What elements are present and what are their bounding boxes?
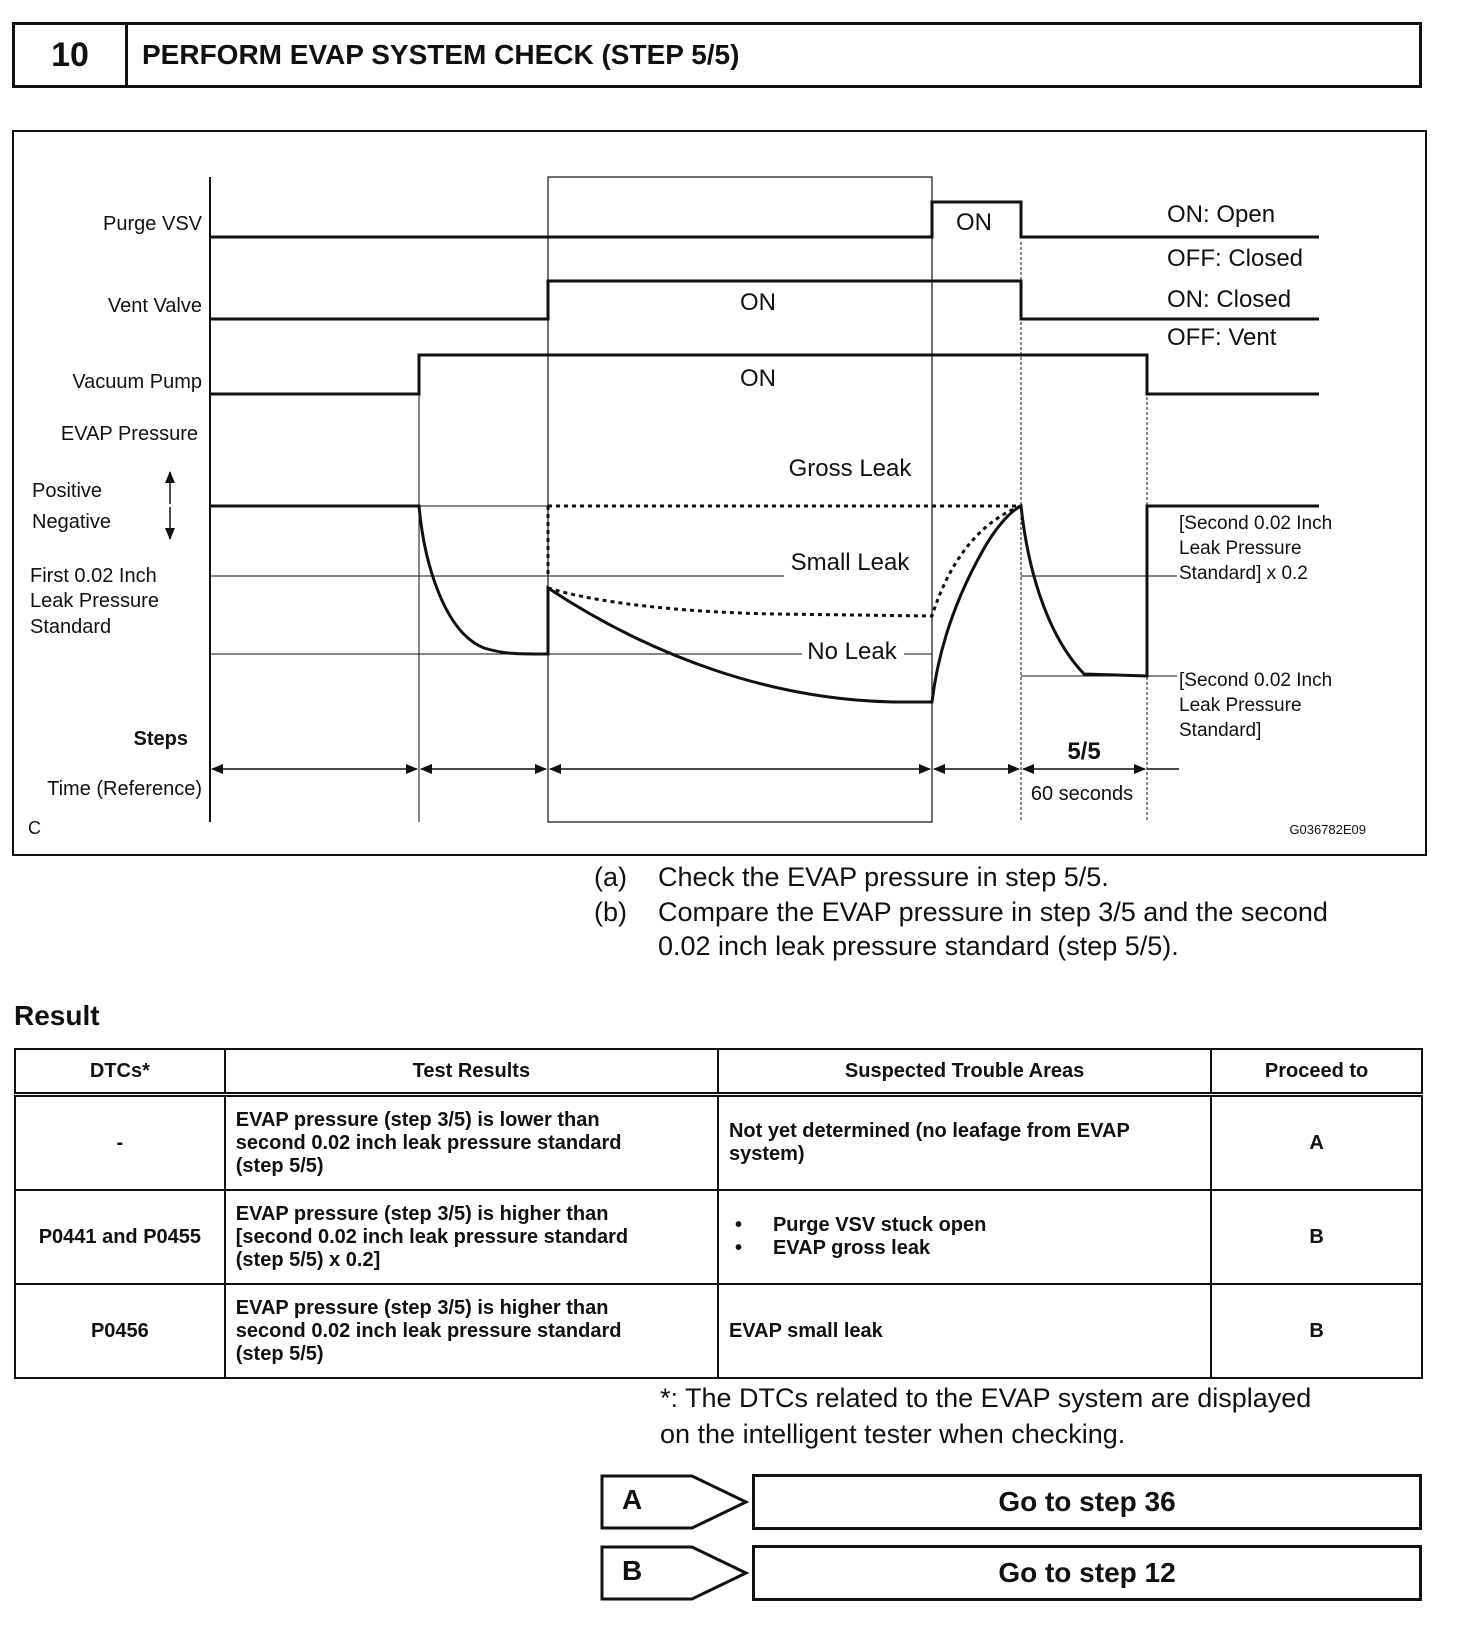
second-std-x02-label-1: [Second 0.02 Inch [1179, 513, 1333, 534]
instruction-b-label: (b) [594, 897, 627, 927]
figure-code: G036782E09 [1289, 822, 1366, 837]
purge-on-state: ON: Open [1167, 201, 1276, 228]
duration-label: 60 seconds [1030, 783, 1134, 805]
proceed-cell: A [1211, 1095, 1422, 1191]
label-positive: Positive [32, 480, 103, 502]
label-time: Time (Reference) [47, 778, 202, 800]
small-leak-label: Small Leak [790, 549, 910, 576]
test-result-cell [225, 1284, 718, 1378]
second-std-x02-label-3: Standard] x 0.2 [1179, 563, 1308, 584]
second-std-label-1: [Second 0.02 Inch [1179, 670, 1333, 691]
col-header: Proceed to [1211, 1049, 1422, 1095]
trouble-area-cell [718, 1190, 1211, 1284]
vent-off-state: OFF: Vent [1167, 324, 1277, 351]
step-5-5-label: 5/5 [1067, 738, 1101, 765]
result-table [14, 1048, 1423, 1379]
test-line: second 0.02 inch leak pressure standard [235, 1319, 622, 1342]
step-number: 10 [15, 25, 128, 85]
test-line: EVAP pressure (step 3/5) is higher than [235, 1296, 609, 1319]
test-result-cell [225, 1095, 718, 1191]
bullet-item: • Purge VSV stuck open [729, 1214, 1200, 1237]
gross-leak-label: Gross Leak [788, 455, 912, 482]
step-header [12, 22, 1422, 88]
small-leak-curve [548, 506, 1021, 616]
goto-step-12-button[interactable]: Go to step 12 [752, 1545, 1422, 1601]
test-result-cell [225, 1190, 718, 1284]
dtc-cell: P0441 and P0455 [15, 1190, 225, 1284]
corner-letter: C [28, 818, 41, 838]
note-line: on the intelligent tester when checking. [660, 1419, 1126, 1449]
table-row [15, 1190, 1422, 1284]
col-header: Suspected Trouble Areas [718, 1049, 1211, 1095]
test-line: (step 5/5) [235, 1342, 324, 1365]
proceed-cell: B [1211, 1190, 1422, 1284]
purge-vsv-signal [210, 202, 1319, 237]
test-line: EVAP pressure (step 3/5) is lower than [235, 1108, 600, 1131]
instruction-b-text-2: 0.02 inch leak pressure standard (step 5/5). [658, 931, 1179, 961]
goto-step-36-button[interactable]: Go to step 36 [752, 1474, 1422, 1530]
dtc-cell: - [15, 1095, 225, 1191]
goto-row-b[interactable] [600, 1545, 1422, 1601]
area-line: Not yet determined (no leafage from EVAP [728, 1120, 1130, 1142]
label-evap-pressure: EVAP Pressure [60, 423, 198, 445]
second-std-label-2: Leak Pressure [1179, 695, 1302, 716]
dtc-cell: P0456 [15, 1284, 225, 1378]
second-std-x02-label-2: Leak Pressure [1179, 538, 1302, 559]
second-std-label-3: Standard] [1179, 720, 1262, 741]
test-line: second 0.02 inch leak pressure standard [235, 1131, 622, 1154]
test-line: [second 0.02 inch leak pressure standard [235, 1225, 629, 1248]
instruction-a-text: Check the EVAP pressure in step 5/5. [658, 862, 1109, 892]
goto-row-a[interactable] [600, 1474, 1422, 1530]
step-title: PERFORM EVAP SYSTEM CHECK (STEP 5/5) [142, 39, 740, 70]
col-header: Test Results [225, 1049, 718, 1095]
label-purge-vsv: Purge VSV [103, 213, 202, 235]
purge-on-label: ON [956, 209, 992, 236]
goto-letter: A [622, 1484, 643, 1515]
table-header-row [15, 1049, 1422, 1095]
trouble-area-cell [718, 1284, 1211, 1378]
bullet-item: • EVAP gross leak [729, 1237, 1200, 1260]
test-line: (step 5/5) [235, 1154, 324, 1177]
evap-pressure-curve [210, 506, 1319, 702]
proceed-cell: B [1211, 1284, 1422, 1378]
vent-on-label: ON [740, 289, 776, 316]
table-row [15, 1284, 1422, 1378]
pump-on-label: ON [740, 365, 776, 392]
area-line: system) [728, 1143, 805, 1165]
label-first-std-3: Standard [30, 616, 112, 638]
label-first-std-2: Leak Pressure [30, 590, 159, 612]
dtc-note [660, 1380, 1420, 1452]
area-line: EVAP small leak [728, 1319, 883, 1342]
no-leak-label: No Leak [807, 638, 897, 665]
test-line: (step 5/5) x 0.2] [235, 1248, 381, 1271]
col-header: DTCs* [15, 1049, 225, 1095]
goto-letter: B [622, 1555, 643, 1586]
label-vent-valve: Vent Valve [107, 295, 202, 317]
label-vacuum-pump: Vacuum Pump [72, 371, 202, 393]
purge-off-state: OFF: Closed [1167, 245, 1304, 272]
label-negative: Negative [32, 511, 111, 533]
note-line: *: The DTCs related to the EVAP system are displayed [660, 1383, 1312, 1413]
result-title: Result [14, 1000, 100, 1031]
table-row [15, 1095, 1422, 1191]
label-first-std-1: First 0.02 Inch [30, 565, 157, 587]
instruction-a-label: (a) [594, 862, 627, 892]
test-line: EVAP pressure (step 3/5) is higher than [235, 1202, 609, 1225]
label-steps: Steps [133, 728, 188, 750]
timing-diagram-svg [14, 132, 1425, 854]
trouble-area-cell [718, 1095, 1211, 1191]
timing-diagram [12, 130, 1427, 856]
instruction-b [594, 895, 1328, 963]
instruction-b-text-1: Compare the EVAP pressure in step 3/5 and the second [658, 897, 1328, 927]
vent-on-state: ON: Closed [1167, 286, 1292, 313]
instruction-a [594, 860, 1109, 894]
step-frame [548, 177, 932, 822]
